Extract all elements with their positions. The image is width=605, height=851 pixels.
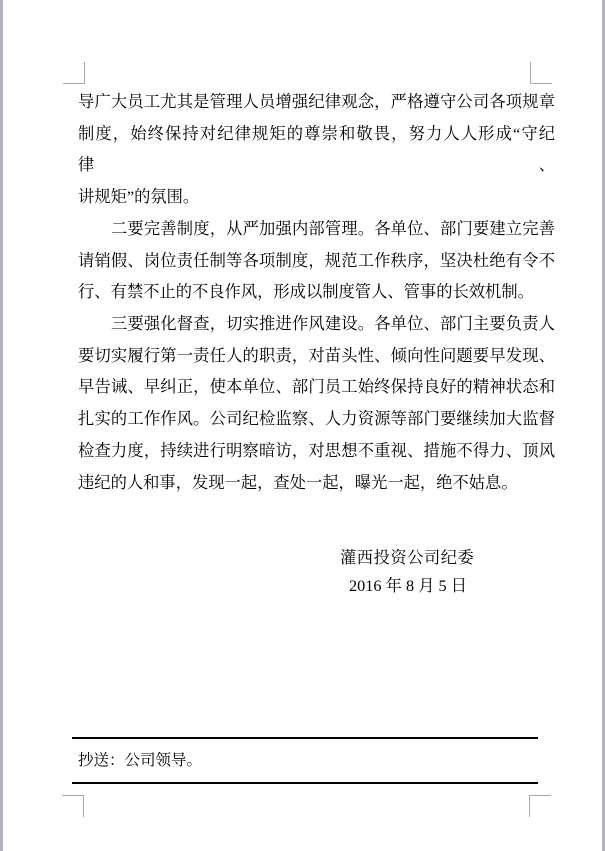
footer-copy-text: 抄送：公司领导。: [78, 752, 203, 769]
body-text-line: 行、有禁不止的不良作风，形成以制度管人、管事的长效机制。: [78, 282, 534, 302]
body-text-line: 早告诫、早纠正，使本单位、部门员工始终保持良好的精神状态和: [78, 377, 555, 397]
signature-org: 灌西投资公司纪委: [340, 548, 475, 567]
body-text-line: 制度，始终保持对纪律规矩的尊崇和敬畏，努力人人形成“守纪律、: [78, 123, 555, 175]
body-text-line: 违纪的人和事，发现一起，查处一起，曝光一起，绝不姑息。: [78, 472, 518, 492]
body-text-line: 扎实的工作作风。公司纪检监察、人力资源等部门要继续加大监督: [78, 409, 555, 429]
body-text-line: 导广大员工尤其是管理人员增强纪律观念，严格遵守公司各项规章: [78, 92, 555, 111]
body-text-line: 讲规矩”的氛围。: [78, 187, 200, 207]
page-edge-left: [0, 0, 3, 851]
margin-crop-mark-top-left: [63, 62, 85, 84]
body-text-line: 三要强化督查，切实推进作风建设。各单位、部门主要负责人: [111, 314, 555, 334]
footer-copy-box: [72, 737, 538, 784]
document-date: 2016 年 8 月 5 日: [349, 576, 468, 595]
margin-crop-mark-bottom-left: [62, 795, 84, 817]
body-text-line: 检查力度，持续进行明察暗访，对思想不重视、措施不得力、顶风: [78, 440, 555, 460]
margin-crop-mark-top-right: [530, 62, 552, 84]
body-text-line: 要切实履行第一责任人的职责，对苗头性、倾向性问题要早发现、: [78, 345, 555, 365]
body-text-line: 请销假、岗位责任制等各项制度，规范工作秩序，坚决杜绝有令不: [78, 250, 555, 270]
body-text-line: 二要完善制度，从严加强内部管理。各单位、部门要建立完善: [111, 218, 555, 238]
document-body: [78, 86, 555, 498]
margin-crop-mark-bottom-right: [529, 795, 551, 817]
